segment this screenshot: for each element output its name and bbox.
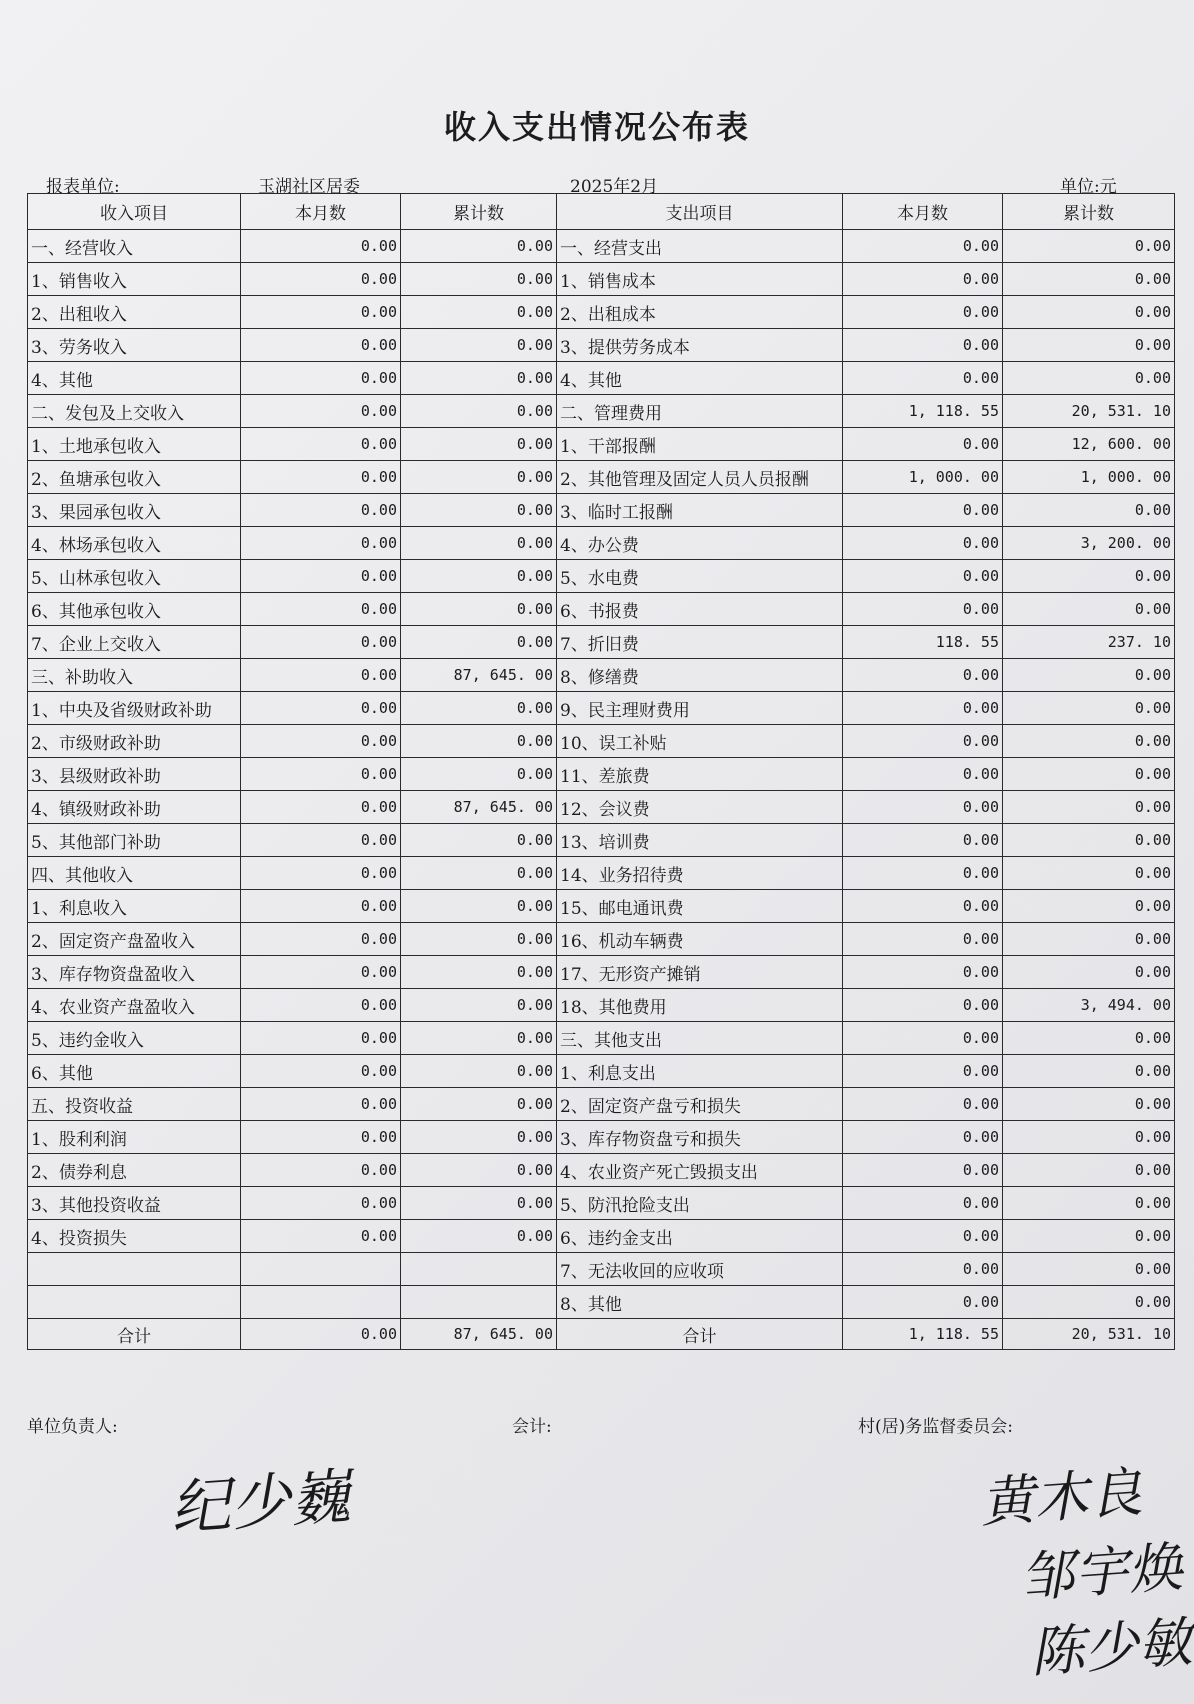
table-row [28,1022,1175,1055]
income-cumulative-value [401,1286,557,1319]
income-month-value: 0.00 [241,659,401,692]
header-expense-item: 支出项目 [557,194,843,230]
expense-cumulative-value: 20, 531. 10 [1003,395,1175,428]
income-cumulative-value: 0.00 [401,560,557,593]
expense-cumulative-value: 0.00 [1003,494,1175,527]
expense-month-value: 0.00 [843,1022,1003,1055]
table-row [28,1286,1175,1319]
income-month-value: 0.00 [241,626,401,659]
expense-item-name: 15、邮电通讯费 [557,890,843,923]
income-cumulative-value: 87, 645. 00 [401,659,557,692]
expense-item-name: 14、业务招待费 [557,857,843,890]
table-row [28,956,1175,989]
expense-month-value: 0.00 [843,1055,1003,1088]
expense-month-value: 0.00 [843,725,1003,758]
table-row [28,593,1175,626]
expense-cumulative-value: 0.00 [1003,725,1175,758]
expense-month-value: 0.00 [843,1187,1003,1220]
income-item-name: 3、劳务收入 [28,329,241,362]
income-item-name [28,1253,241,1286]
expense-item-name: 16、机动车辆费 [557,923,843,956]
income-month-value: 0.00 [241,527,401,560]
report-unit-label: 报表单位: [46,177,120,197]
expense-cumulative-value: 0.00 [1003,824,1175,857]
expense-cumulative-value: 0.00 [1003,296,1175,329]
table-row [28,263,1175,296]
income-month-value: 0.00 [241,329,401,362]
income-cumulative-value: 0.00 [401,395,557,428]
income-cumulative-value: 0.00 [401,230,557,263]
table-row [28,527,1175,560]
income-item-name: 5、其他部门补助 [28,824,241,857]
expense-item-name: 6、违约金支出 [557,1220,843,1253]
table-row [28,626,1175,659]
expense-item-name: 三、其他支出 [557,1022,843,1055]
expense-item-name: 二、管理费用 [557,395,843,428]
income-month-value: 0.00 [241,461,401,494]
expense-month-value: 0.00 [843,362,1003,395]
table-row [28,395,1175,428]
income-item-name: 4、其他 [28,362,241,395]
income-month-value: 0.00 [241,560,401,593]
header-income-month: 本月数 [241,194,401,230]
income-cumulative-value: 0.00 [401,1154,557,1187]
table-row [28,461,1175,494]
income-month-value: 0.00 [241,1220,401,1253]
income-month-value: 0.00 [241,824,401,857]
expense-cumulative-value: 1, 000. 00 [1003,461,1175,494]
expense-month-value: 0.00 [843,758,1003,791]
expense-cumulative-value: 0.00 [1003,1055,1175,1088]
income-item-name: 一、经营收入 [28,230,241,263]
income-month-value: 0.00 [241,395,401,428]
expense-month-value: 0.00 [843,428,1003,461]
income-item-name: 五、投资收益 [28,1088,241,1121]
income-item-name: 5、违约金收入 [28,1022,241,1055]
income-month-value: 0.00 [241,1154,401,1187]
page-title: 收入支出情况公布表 [443,108,750,146]
income-total-month: 0.00 [241,1319,401,1350]
income-cumulative-value: 0.00 [401,494,557,527]
expense-month-value: 0.00 [843,791,1003,824]
income-cumulative-value: 0.00 [401,1055,557,1088]
income-month-value: 0.00 [241,1022,401,1055]
expense-month-value: 0.00 [843,989,1003,1022]
income-month-value: 0.00 [241,428,401,461]
expense-month-value: 0.00 [843,1121,1003,1154]
unit-head-signature: 纪少巍 [168,1461,353,1545]
income-item-name: 三、补助收入 [28,659,241,692]
expense-cumulative-value: 0.00 [1003,1253,1175,1286]
expense-cumulative-value: 0.00 [1003,263,1175,296]
table-row [28,824,1175,857]
header-income-item: 收入项目 [28,194,241,230]
income-item-name: 1、土地承包收入 [28,428,241,461]
expense-month-value: 0.00 [843,1220,1003,1253]
table-row [28,1088,1175,1121]
expense-cumulative-value: 3, 200. 00 [1003,527,1175,560]
income-month-value [241,1286,401,1319]
income-month-value: 0.00 [241,1187,401,1220]
committee-signature-1: 黄木良 [978,1460,1145,1535]
expense-item-name: 10、误工补贴 [557,725,843,758]
expense-cumulative-value: 0.00 [1003,1187,1175,1220]
expense-cumulative-value: 0.00 [1003,329,1175,362]
expense-item-name: 17、无形资产摊销 [557,956,843,989]
table-row [28,428,1175,461]
expense-month-value: 0.00 [843,230,1003,263]
income-cumulative-value: 0.00 [401,263,557,296]
income-cumulative-value: 87, 645. 00 [401,791,557,824]
expense-item-name: 1、干部报酬 [557,428,843,461]
expense-item-name: 2、其他管理及固定人员人员报酬 [557,461,843,494]
income-item-name: 1、销售收入 [28,263,241,296]
expense-item-name: 2、出租成本 [557,296,843,329]
income-cumulative-value: 0.00 [401,527,557,560]
income-cumulative-value: 0.00 [401,725,557,758]
expense-cumulative-value: 0.00 [1003,890,1175,923]
expense-cumulative-value: 0.00 [1003,857,1175,890]
expense-month-value: 0.00 [843,1088,1003,1121]
expense-item-name: 3、库存物资盘亏和损失 [557,1121,843,1154]
income-item-name: 1、股利利润 [28,1121,241,1154]
expense-cumulative-value: 0.00 [1003,1088,1175,1121]
income-cumulative-value: 0.00 [401,362,557,395]
expense-cumulative-value: 0.00 [1003,758,1175,791]
expense-month-value: 0.00 [843,263,1003,296]
currency-unit: 单位:元 [1060,177,1117,197]
expense-month-value: 0.00 [843,527,1003,560]
expense-item-name: 7、折旧费 [557,626,843,659]
income-cumulative-value: 0.00 [401,1187,557,1220]
expense-cumulative-value: 0.00 [1003,1154,1175,1187]
expense-month-value: 0.00 [843,329,1003,362]
income-item-name: 二、发包及上交收入 [28,395,241,428]
income-month-value: 0.00 [241,725,401,758]
income-item-name: 2、债券利息 [28,1154,241,1187]
table-row [28,1055,1175,1088]
expense-cumulative-value: 0.00 [1003,1286,1175,1319]
expense-month-value: 0.00 [843,296,1003,329]
expense-month-value: 0.00 [843,494,1003,527]
income-item-name [28,1286,241,1319]
expense-item-name: 1、销售成本 [557,263,843,296]
table-row [28,1220,1175,1253]
expense-cumulative-value: 0.00 [1003,1022,1175,1055]
income-month-value: 0.00 [241,758,401,791]
income-item-name: 4、镇级财政补助 [28,791,241,824]
table-row [28,494,1175,527]
expense-cumulative-value: 0.00 [1003,923,1175,956]
expense-cumulative-value: 0.00 [1003,230,1175,263]
income-month-value: 0.00 [241,494,401,527]
income-month-value: 0.00 [241,791,401,824]
table-row [28,857,1175,890]
expense-item-name: 3、临时工报酬 [557,494,843,527]
income-cumulative-value: 0.00 [401,1220,557,1253]
income-month-value: 0.00 [241,989,401,1022]
income-month-value: 0.00 [241,263,401,296]
income-cumulative-value: 0.00 [401,1022,557,1055]
table-row [28,758,1175,791]
expense-cumulative-value: 12, 600. 00 [1003,428,1175,461]
income-item-name: 2、固定资产盘盈收入 [28,923,241,956]
expense-item-name: 3、提供劳务成本 [557,329,843,362]
income-item-name: 3、果园承包收入 [28,494,241,527]
income-cumulative-value: 0.00 [401,758,557,791]
income-month-value: 0.00 [241,923,401,956]
expense-total-month: 1, 118. 55 [843,1319,1003,1350]
income-item-name: 4、林场承包收入 [28,527,241,560]
expense-month-value: 0.00 [843,692,1003,725]
table-header-row [28,194,1175,230]
expense-month-value: 0.00 [843,659,1003,692]
income-month-value [241,1253,401,1286]
committee-signature-2: 邹宇焕 [1018,1535,1185,1610]
report-unit-name: 玉湖社区居委 [258,177,360,197]
income-total-cumulative: 87, 645. 00 [401,1319,557,1350]
income-cumulative-value: 0.00 [401,692,557,725]
income-item-name: 6、其他 [28,1055,241,1088]
income-item-name: 4、农业资产盘盈收入 [28,989,241,1022]
expense-month-value: 0.00 [843,1253,1003,1286]
expense-total-cumulative: 20, 531. 10 [1003,1319,1175,1350]
header-expense-cumulative: 累计数 [1003,194,1175,230]
expense-item-name: 13、培训费 [557,824,843,857]
expense-item-name: 9、民主理财费用 [557,692,843,725]
income-month-value: 0.00 [241,692,401,725]
expense-cumulative-value: 0.00 [1003,692,1175,725]
income-month-value: 0.00 [241,230,401,263]
income-month-value: 0.00 [241,1121,401,1154]
table-row [28,659,1175,692]
income-cumulative-value: 0.00 [401,296,557,329]
income-item-name: 四、其他收入 [28,857,241,890]
total-row [28,1319,1175,1350]
table-row [28,989,1175,1022]
income-expense-table [27,193,1175,1350]
report-period: 2025年2月 [570,177,659,197]
expense-month-value: 118. 55 [843,626,1003,659]
expense-item-name: 18、其他费用 [557,989,843,1022]
committee-signature-3: 陈少敏 [1028,1610,1194,1685]
expense-cumulative-value: 0.00 [1003,956,1175,989]
income-item-name: 5、山林承包收入 [28,560,241,593]
income-cumulative-value: 0.00 [401,1121,557,1154]
expense-item-name: 1、利息支出 [557,1055,843,1088]
table-row [28,560,1175,593]
income-cumulative-value: 0.00 [401,461,557,494]
table-row [28,923,1175,956]
table-row [28,329,1175,362]
supervision-committee-label: 村(居)务监督委员会: [858,1417,1013,1437]
expense-cumulative-value: 0.00 [1003,1220,1175,1253]
income-month-value: 0.00 [241,956,401,989]
income-item-name: 7、企业上交收入 [28,626,241,659]
income-item-name: 3、其他投资收益 [28,1187,241,1220]
expense-month-value: 1, 000. 00 [843,461,1003,494]
income-item-name: 3、库存物资盘盈收入 [28,956,241,989]
table-row [28,791,1175,824]
income-cumulative-value: 0.00 [401,923,557,956]
expense-month-value: 0.00 [843,1286,1003,1319]
expense-cumulative-value: 0.00 [1003,560,1175,593]
income-item-name: 1、中央及省级财政补助 [28,692,241,725]
expense-cumulative-value: 0.00 [1003,593,1175,626]
expense-item-name: 5、水电费 [557,560,843,593]
expense-item-name: 11、差旅费 [557,758,843,791]
expense-item-name: 6、书报费 [557,593,843,626]
table-row [28,1121,1175,1154]
income-cumulative-value: 0.00 [401,428,557,461]
expense-cumulative-value: 0.00 [1003,362,1175,395]
table-row [28,1154,1175,1187]
income-cumulative-value: 0.00 [401,1088,557,1121]
income-item-name: 1、利息收入 [28,890,241,923]
header-income-cumulative: 累计数 [401,194,557,230]
income-month-value: 0.00 [241,857,401,890]
expense-item-name: 8、其他 [557,1286,843,1319]
table-row [28,1253,1175,1286]
income-cumulative-value: 0.00 [401,989,557,1022]
accountant-label: 会计: [512,1417,552,1437]
income-cumulative-value: 0.00 [401,593,557,626]
income-total-label: 合计 [28,1319,241,1350]
table-row [28,725,1175,758]
income-item-name: 4、投资损失 [28,1220,241,1253]
unit-head-label: 单位负责人: [27,1417,118,1437]
expense-month-value: 0.00 [843,824,1003,857]
expense-cumulative-value: 0.00 [1003,659,1175,692]
expense-month-value: 0.00 [843,857,1003,890]
header-expense-month: 本月数 [843,194,1003,230]
expense-month-value: 0.00 [843,890,1003,923]
expense-month-value: 1, 118. 55 [843,395,1003,428]
expense-month-value: 0.00 [843,1154,1003,1187]
expense-item-name: 4、其他 [557,362,843,395]
income-item-name: 2、出租收入 [28,296,241,329]
table-row [28,296,1175,329]
expense-item-name: 12、会议费 [557,791,843,824]
income-month-value: 0.00 [241,362,401,395]
income-cumulative-value: 0.00 [401,956,557,989]
income-month-value: 0.00 [241,296,401,329]
income-item-name: 2、市级财政补助 [28,725,241,758]
expense-item-name: 7、无法收回的应收项 [557,1253,843,1286]
expense-cumulative-value: 237. 10 [1003,626,1175,659]
expense-cumulative-value: 0.00 [1003,1121,1175,1154]
expense-month-value: 0.00 [843,593,1003,626]
income-month-value: 0.00 [241,1088,401,1121]
table-row [28,692,1175,725]
expense-total-label: 合计 [557,1319,843,1350]
table-row [28,1187,1175,1220]
income-cumulative-value: 0.00 [401,890,557,923]
expense-item-name: 8、修缮费 [557,659,843,692]
expense-month-value: 0.00 [843,956,1003,989]
expense-cumulative-value: 0.00 [1003,791,1175,824]
expense-item-name: 2、固定资产盘亏和损失 [557,1088,843,1121]
income-cumulative-value: 0.00 [401,329,557,362]
income-cumulative-value: 0.00 [401,857,557,890]
expense-item-name: 4、农业资产死亡毁损支出 [557,1154,843,1187]
table-row [28,890,1175,923]
income-item-name: 6、其他承包收入 [28,593,241,626]
expense-item-name: 5、防汛抢险支出 [557,1187,843,1220]
table-row [28,362,1175,395]
expense-month-value: 0.00 [843,923,1003,956]
income-item-name: 2、鱼塘承包收入 [28,461,241,494]
income-cumulative-value: 0.00 [401,824,557,857]
expense-item-name: 4、办公费 [557,527,843,560]
income-item-name: 3、县级财政补助 [28,758,241,791]
expense-month-value: 0.00 [843,560,1003,593]
income-month-value: 0.00 [241,1055,401,1088]
income-cumulative-value [401,1253,557,1286]
table-body [28,230,1175,1319]
income-month-value: 0.00 [241,890,401,923]
expense-cumulative-value: 3, 494. 00 [1003,989,1175,1022]
income-month-value: 0.00 [241,593,401,626]
expense-item-name: 一、经营支出 [557,230,843,263]
table-row [28,230,1175,263]
income-cumulative-value: 0.00 [401,626,557,659]
